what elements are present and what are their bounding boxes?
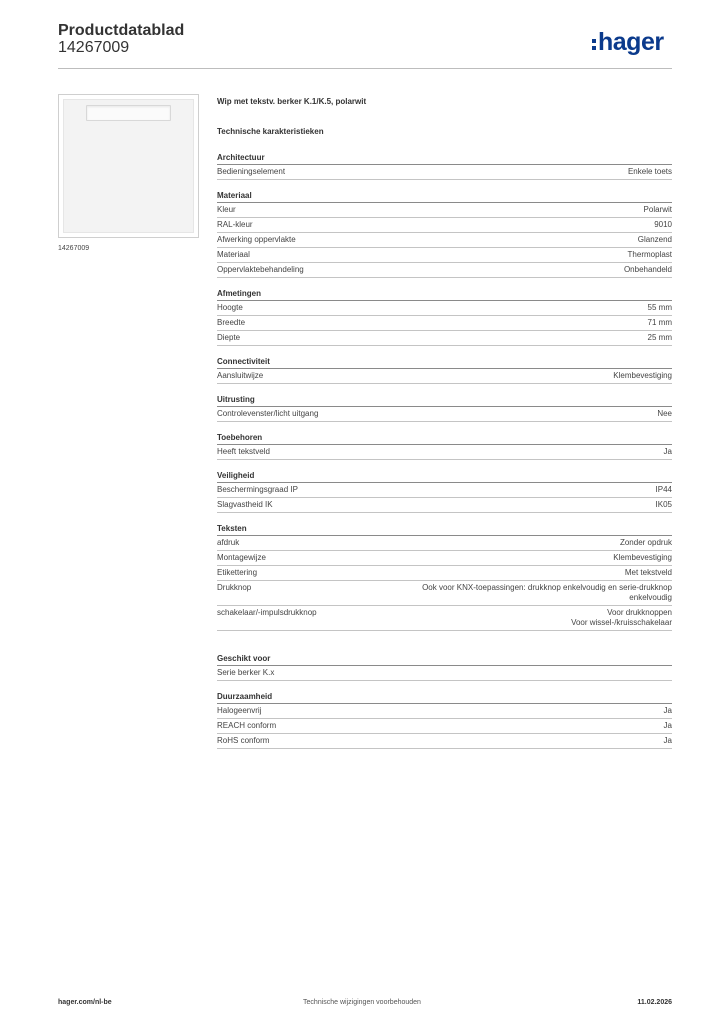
section-title: Toebehoren [217, 432, 672, 445]
spec-row [217, 316, 672, 331]
spec-section [217, 523, 672, 631]
spec-value: 71 mm [647, 318, 672, 327]
spec-label: Aansluitwijze [217, 371, 264, 380]
tech-heading: Technische karakteristieken [217, 127, 324, 136]
spec-value: Zonder opdruk [619, 538, 672, 547]
spec-value: 9010 [654, 220, 672, 229]
spec-value: Onbehandeld [623, 265, 672, 274]
spec-label: Diepte [217, 333, 241, 342]
spec-value: Polarwit [643, 205, 672, 214]
spec-value: IP44 [655, 485, 672, 494]
spec-label: Halogeenvrij [217, 706, 262, 715]
spec-row [217, 263, 672, 278]
section-title: Afmetingen [217, 288, 672, 301]
spec-row [217, 165, 672, 180]
spec-row [217, 581, 672, 606]
spec-section [217, 470, 672, 513]
spec-value: Ook voor KNX-toepassingen: drukknop enkelvoudig en serie-drukknop enkelvoudig [422, 583, 672, 602]
spec-label: Beschermingsgraad IP [217, 485, 298, 494]
spec-row [217, 498, 672, 513]
spec-label: Controlevenster/licht uitgang [217, 409, 319, 418]
spec-value: 55 mm [647, 303, 672, 312]
spec-row [217, 331, 672, 346]
spec-label: RAL-kleur [217, 220, 253, 229]
spec-section [217, 432, 672, 460]
footer-date: 11.02.2026 [637, 999, 672, 1006]
spec-label: Serie berker K.x [217, 668, 275, 677]
spec-value: 25 mm [647, 333, 672, 342]
footer-url[interactable]: hager.com/nl-be [58, 999, 112, 1006]
spec-sections [217, 152, 672, 749]
spec-row [217, 719, 672, 734]
spec-row [217, 218, 672, 233]
spec-value: Ja [663, 721, 672, 730]
spec-value: Voor drukknoppen Voor wissel-/kruisschakelaar [571, 608, 672, 627]
label-field-image [86, 105, 171, 121]
spec-value: Ja [663, 706, 672, 715]
spec-label: REACH conform [217, 721, 277, 730]
spec-label: Etikettering [217, 568, 258, 577]
section-title: Architectuur [217, 152, 672, 165]
spec-row [217, 704, 672, 719]
footer-disclaimer: Technische wijzigingen voorbehouden [303, 999, 421, 1006]
spec-section [217, 394, 672, 422]
hager-logo [592, 28, 664, 56]
section-title: Uitrusting [217, 394, 672, 407]
spec-value: IK05 [655, 500, 672, 509]
spec-section [217, 152, 672, 180]
logo-dots-icon [592, 39, 596, 50]
spec-row [217, 734, 672, 749]
spec-label: Slagvastheid IK [217, 500, 273, 509]
spec-value: Klembevestiging [613, 553, 672, 562]
section-title: Veiligheid [217, 470, 672, 483]
spec-section [217, 356, 672, 384]
section-title: Duurzaamheid [217, 691, 672, 704]
spec-label: RoHS conform [217, 736, 270, 745]
spec-label: schakelaar/-impulsdrukknop [217, 608, 317, 617]
spec-content [217, 96, 672, 749]
product-image [58, 94, 199, 238]
spec-row [217, 536, 672, 551]
spec-section [217, 190, 672, 278]
spec-label: Oppervlaktebehandeling [217, 265, 304, 274]
image-caption: 14267009 [58, 245, 90, 252]
section-title: Geschikt voor [217, 653, 672, 666]
page-title: Productdatablad [58, 22, 185, 39]
spec-row [217, 606, 672, 631]
spec-label: Breedte [217, 318, 246, 327]
spec-value: Nee [657, 409, 672, 418]
spec-row [217, 445, 672, 460]
spec-value: Enkele toets [627, 167, 672, 176]
spec-value: Met tekstveld [624, 568, 672, 577]
section-title: Connectiviteit [217, 356, 672, 369]
spec-section [217, 288, 672, 346]
product-number: 14267009 [58, 39, 130, 56]
spec-value: Ja [663, 736, 672, 745]
spec-value: Glanzend [637, 235, 672, 244]
spec-row [217, 248, 672, 263]
header-divider [58, 68, 672, 69]
spec-label: Drukknop [217, 583, 252, 592]
spec-label: Heeft tekstveld [217, 447, 270, 456]
section-title: Teksten [217, 523, 672, 536]
spec-row [217, 407, 672, 422]
spec-row [217, 301, 672, 316]
spec-value: Ja [663, 447, 672, 456]
spec-row [217, 483, 672, 498]
spec-label: Afwerking oppervlakte [217, 235, 296, 244]
spec-row [217, 233, 672, 248]
spec-row [217, 666, 672, 681]
rocker-plate-image [63, 99, 194, 233]
spec-row [217, 566, 672, 581]
spec-row [217, 551, 672, 566]
spec-label: Bedieningselement [217, 167, 286, 176]
spec-label: afdruk [217, 538, 240, 547]
spec-section [217, 653, 672, 681]
spec-row [217, 369, 672, 384]
spec-section [217, 691, 672, 749]
spec-value: Thermoplast [627, 250, 672, 259]
spec-row [217, 203, 672, 218]
spec-label: Montagewijze [217, 553, 266, 562]
logo-text: hager [598, 27, 664, 56]
spec-label: Materiaal [217, 250, 250, 259]
spec-value: Klembevestiging [613, 371, 672, 380]
product-name: Wip met tekstv. berker K.1/K.5, polarwit [217, 97, 367, 106]
spec-label: Hoogte [217, 303, 243, 312]
spec-label: Kleur [217, 205, 236, 214]
section-title: Materiaal [217, 190, 672, 203]
